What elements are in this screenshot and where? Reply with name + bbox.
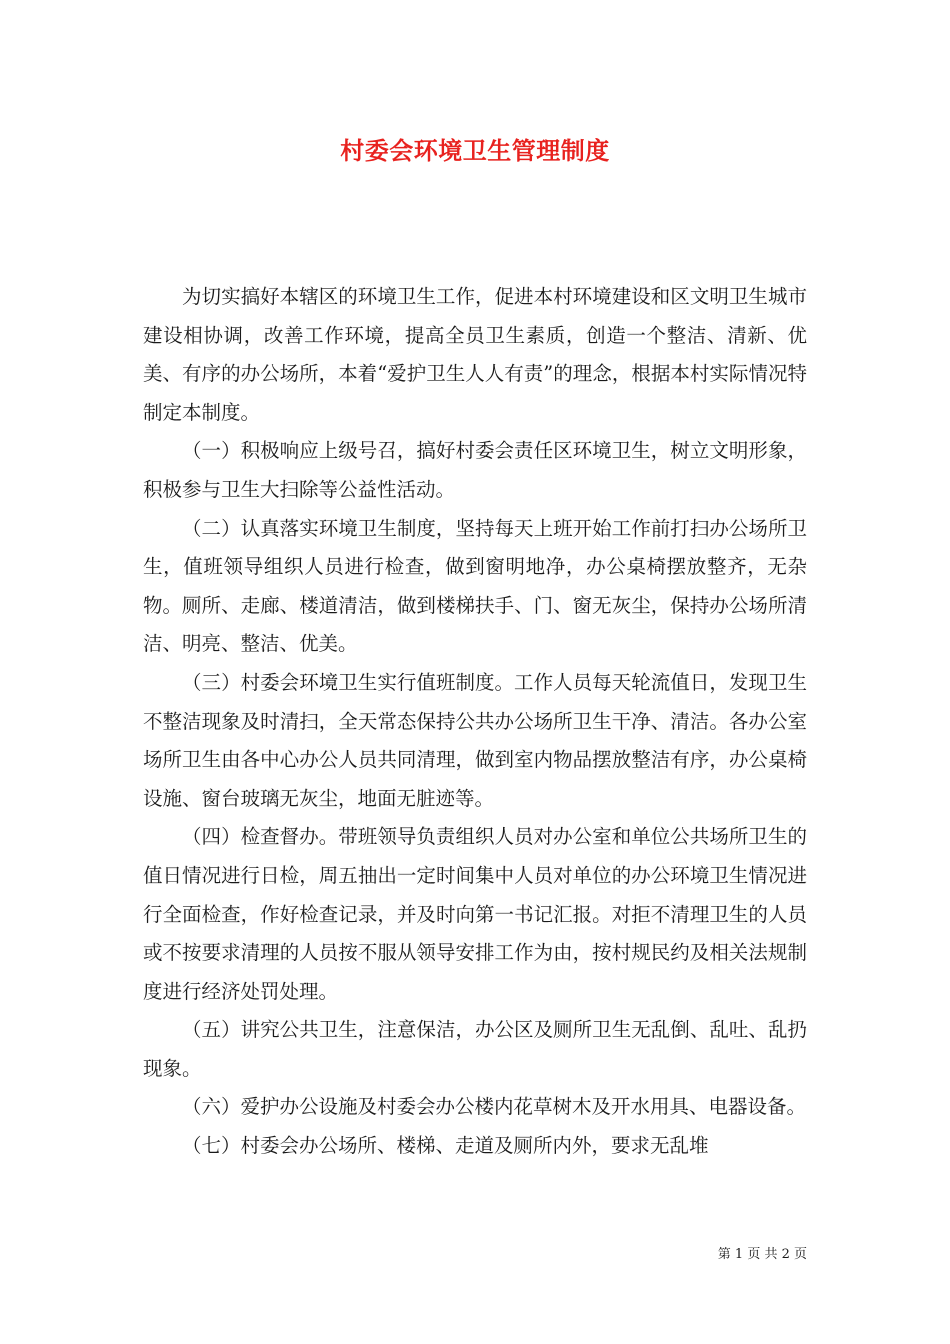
document-title: 村委会环境卫生管理制度 xyxy=(340,136,610,165)
clause-1-paragraph: （一）积极响应上级号召，搞好村委会责任区环境卫生，树立文明形象，积极参与卫生大扫除等公益性活动。 xyxy=(143,439,807,501)
clause-6-paragraph: （六）爱护办公设施及村委会办公楼内花草树木及开水用具、电器设备。 xyxy=(182,1095,807,1119)
clause-3-paragraph: （三）村委会环境卫生实行值班制度。工作人员每天轮流值日，发现卫生不整洁现象及时清扫，全天常态保持公共办公场所卫生干净、清洁。各办公室场所卫生由各中心办公人员共同清理，做到室内物品摆放整洁有序，办公桌椅设施、窗台玻璃无灰尘，地面无脏迹等。 xyxy=(143,670,807,810)
clause-7-paragraph: （七）村委会办公场所、楼梯、走道及厕所内外，要求无乱堆 xyxy=(182,1134,709,1158)
page-number-footer xyxy=(718,1246,807,1264)
document-body xyxy=(143,278,807,1166)
clause-2-paragraph: （二）认真落实环境卫生制度，坚持每天上班开始工作前打扫办公场所卫生，值班领导组织人员进行检查，做到窗明地净，办公桌椅摆放整齐，无杂物。厕所、走廊、楼道清洁，做到楼梯扶手、门、窗无灰尘，保持办公场所清洁、明亮、整洁、优美。 xyxy=(143,516,807,656)
clause-4-paragraph: （四）检查督办。带班领导负责组织人员对办公室和单位公共场所卫生的值日情况进行日检，周五抽出一定时间集中人员对单位的办公环境卫生情况进行全面检查，作好检查记录，并及时向第一书记汇报。对拒不清理卫生的人员或不按要求清理的人员按不服从领导安排工作为由，按村规民约及相关法规制度进行经济处罚处理。 xyxy=(143,825,807,1003)
page-number-label: 第 1 页 共 2 页 xyxy=(717,1247,807,1262)
clause-5-paragraph: （五）讲究公共卫生，注意保洁，办公区及厕所卫生无乱倒、乱吐、乱扔现象。 xyxy=(143,1018,807,1080)
intro-paragraph: 为切实搞好本辖区的环境卫生工作，促进本村环境建设和区文明卫生城市建设相协调，改善工作环境，提高全员卫生素质，创造一个整洁、清新、优美、有序的办公场所，本着“爱护卫生人人有责”的理念，根据本村实际情况特制定本制度。 xyxy=(143,285,807,424)
